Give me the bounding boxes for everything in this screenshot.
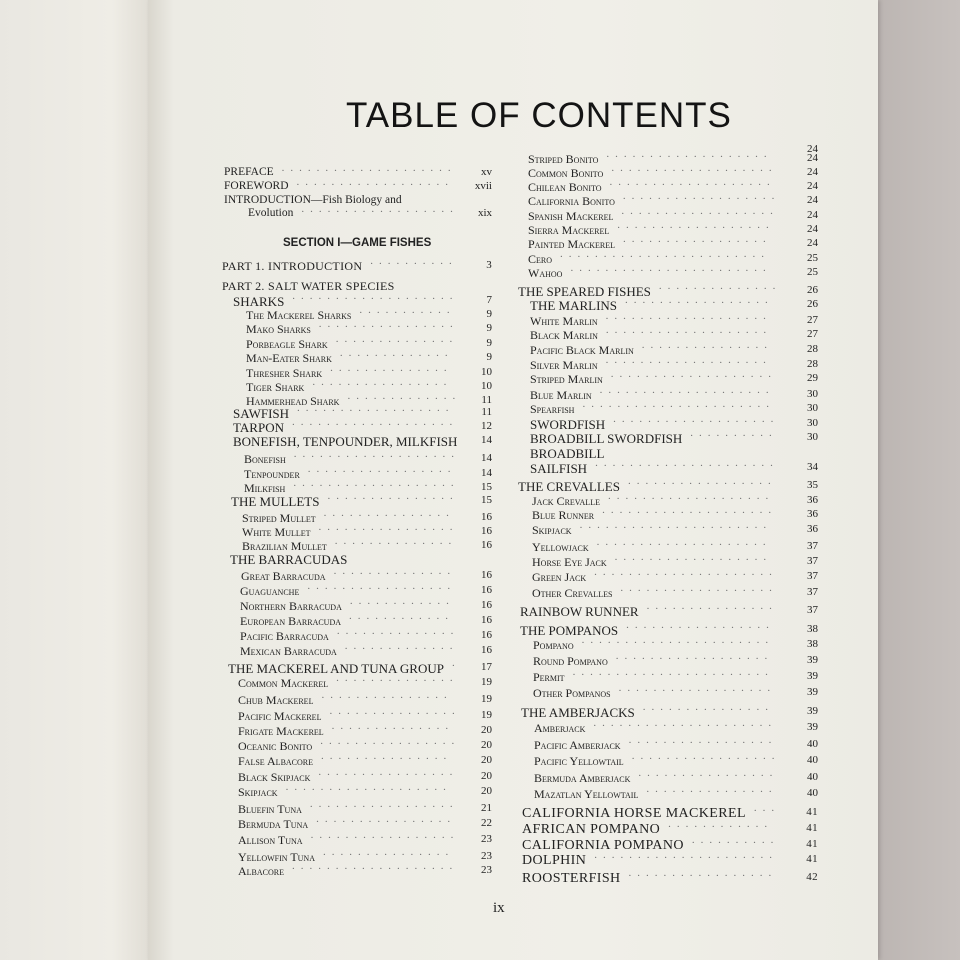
leader-dots: ............... xyxy=(329,705,461,717)
toc-entry-page: xvii xyxy=(474,180,492,192)
toc-entry-label: European Barracuda xyxy=(240,614,342,628)
toc-entry-page: 40 xyxy=(807,787,818,799)
toc-entry xyxy=(520,600,818,620)
leader-dots: ............... xyxy=(642,701,775,713)
leader-dots: ............ xyxy=(349,595,455,607)
leader-dots: ................. xyxy=(627,475,777,487)
toc-entry xyxy=(530,427,818,447)
leader-dots: ................. xyxy=(623,233,772,245)
toc-entry-label: Other Crevalles xyxy=(532,586,613,600)
leader-dots: ..................... xyxy=(594,849,778,861)
toc-entry-label: Painted Mackerel xyxy=(528,237,615,251)
toc-entry-label: Horse Eye Jack xyxy=(532,555,607,569)
toc-entry-page: 24 xyxy=(807,209,818,221)
toc-entry-page: 26 xyxy=(807,284,818,296)
leader-dots: ................... xyxy=(607,490,775,502)
leader-dots: .............. xyxy=(333,565,457,577)
toc-entry-label: ROOSTERFISH xyxy=(522,871,621,886)
leader-dots: ................. xyxy=(309,798,459,810)
toc-entry-page: 29 xyxy=(807,372,818,384)
leader-dots: ................. xyxy=(631,750,781,762)
toc-entry-label: Wahoo xyxy=(528,266,563,280)
toc-entry-label: THE MULLETS xyxy=(231,494,320,509)
leader-dots: ............... xyxy=(641,339,774,351)
toc-entry-page: 9 xyxy=(486,308,492,320)
leader-dots: ................... xyxy=(613,413,780,425)
toc-entry-page: 38 xyxy=(807,623,818,635)
toc-entry-page: 7 xyxy=(486,294,492,306)
toc-entry-label: SHARKS xyxy=(233,294,285,309)
leader-dots: ................. xyxy=(307,463,457,475)
leader-dots: ............... xyxy=(323,846,455,858)
toc-entry-page: 16 xyxy=(481,614,492,626)
toc-entry-page: 42 xyxy=(806,871,818,883)
toc-entry-label: SAWFISH xyxy=(233,406,290,421)
toc-entry-label: Round Pompano xyxy=(533,654,608,668)
leader-dots: ................. xyxy=(628,867,778,879)
toc-entry-page: 25 xyxy=(807,266,818,278)
leader-dots: ................... xyxy=(292,860,459,872)
leader-dots: ................... xyxy=(293,477,460,489)
page-title: TABLE OF CONTENTS xyxy=(346,96,732,135)
leader-dots: ............. xyxy=(339,347,454,359)
toc-entry-page: 16 xyxy=(481,511,492,523)
leader-dots: ................... xyxy=(610,368,778,380)
toc-entry-label: Yellowjack xyxy=(532,540,589,554)
toc-entry-label: BROADBILL SWORDFISH xyxy=(530,431,683,446)
leader-dots: ............. xyxy=(344,640,459,652)
toc-entry-label: THE MARLINS xyxy=(530,298,618,313)
toc-entry-label: Green Jack xyxy=(532,570,587,584)
leader-dots: .......... xyxy=(691,834,780,846)
toc-entry-label: Milkfish xyxy=(244,481,286,495)
toc-entry-page: 34 xyxy=(807,461,818,473)
toc-entry-page: 27 xyxy=(807,314,818,326)
toc-entry-page: 40 xyxy=(807,771,818,783)
leader-dots: ................. xyxy=(626,619,775,631)
toc-entry-label: Silver Marlin xyxy=(530,358,598,372)
toc-entry xyxy=(238,860,492,880)
leader-dots: .......... xyxy=(370,255,458,267)
toc-entry-page: 9 xyxy=(486,322,492,334)
leader-dots: .................. xyxy=(614,551,773,563)
toc-entry-label: BROADBILL xyxy=(530,446,605,461)
leader-dots: ...................... xyxy=(581,634,775,646)
toc-entry-label: Tenpounder xyxy=(244,467,300,481)
leader-dots: ................ xyxy=(312,376,453,388)
toc-entry-page: 41 xyxy=(806,806,818,818)
toc-entry-page: 24 xyxy=(807,152,818,164)
toc-entry-page: 39 xyxy=(807,721,818,733)
toc-entry-page: 37 xyxy=(807,604,818,616)
toc-entry-label: AFRICAN POMPANO xyxy=(522,822,661,837)
toc-entry-label: Brazilian Mullet xyxy=(242,539,327,553)
toc-entry-page: 23 xyxy=(481,850,492,862)
toc-entry-page: 16 xyxy=(481,584,492,596)
toc-entry-label: INTRODUCTION—Fish Biology and xyxy=(224,194,402,206)
toc-entry-page: 24 xyxy=(807,194,818,206)
leader-dots: . xyxy=(451,657,461,669)
toc-entry-label: Mexican Barracuda xyxy=(240,644,337,658)
leader-dots: ................ xyxy=(316,813,457,825)
toc-entry-label: THE POMPANOS xyxy=(520,623,619,638)
toc-entry-page: 10 xyxy=(481,366,492,378)
book-page xyxy=(148,0,878,960)
toc-entry-label: Other Pompanos xyxy=(533,686,611,700)
leader-dots: .................. xyxy=(617,219,775,231)
toc-entry-page: 37 xyxy=(807,540,818,552)
leader-dots: .................. xyxy=(620,582,778,594)
toc-entry-label: Amberjack xyxy=(534,721,586,735)
toc-entry-label: Cero xyxy=(528,252,553,266)
toc-entry-page: 9 xyxy=(486,337,492,349)
toc-entry-label: RAINBOW RUNNER xyxy=(520,604,639,619)
toc-entry-label: Bluefin Tuna xyxy=(238,802,302,816)
toc-entry-page: 17 xyxy=(481,661,492,673)
toc-entry-page: 36 xyxy=(807,494,818,506)
toc-entry xyxy=(533,682,818,702)
toc-entry-label: Common Mackerel xyxy=(238,676,329,690)
toc-entry-label: Skipjack xyxy=(532,523,572,537)
leader-dots: .................... xyxy=(596,536,772,548)
toc-entry-label: PART 1. INTRODUCTION xyxy=(222,259,363,273)
toc-entry-label: The Mackerel Sharks xyxy=(246,308,352,322)
toc-entry-label: Hammerhead Shark xyxy=(246,394,340,408)
toc-entry-page: 41 xyxy=(806,853,818,865)
leader-dots: ...................... xyxy=(579,519,773,531)
toc-entry-label: Allison Tuna xyxy=(238,833,303,847)
toc-entry-label: Mazatlan Yellowtail xyxy=(534,787,639,801)
toc-entry-label: SAILFISH xyxy=(530,461,588,476)
leader-dots: ............... xyxy=(646,783,778,795)
toc-entry xyxy=(522,867,818,887)
leader-dots: ... xyxy=(753,802,781,814)
toc-entry-page: 39 xyxy=(807,654,818,666)
toc-entry-page: 37 xyxy=(807,586,818,598)
toc-entry-label: SWORDFISH xyxy=(530,417,606,432)
toc-entry-label: White Mullet xyxy=(242,525,311,539)
toc-entry-page: 30 xyxy=(807,388,818,400)
toc-entry-label: Bonefish xyxy=(244,452,286,466)
toc-entry-label: California Bonito xyxy=(528,194,615,208)
toc-entry-page: 14 xyxy=(481,467,492,479)
leader-dots: .................... xyxy=(599,384,775,396)
leader-dots: ................ xyxy=(318,521,459,533)
leader-dots: ................... xyxy=(609,176,776,188)
leader-dots: .................. xyxy=(297,402,455,414)
leader-dots: ................ xyxy=(638,767,779,779)
toc-entry-label: THE AMBERJACKS xyxy=(521,705,635,720)
toc-entry-label: Tiger Shark xyxy=(246,380,305,394)
toc-entry-label: Pacific Barracuda xyxy=(240,629,329,643)
toc-entry-page: 39 xyxy=(807,705,818,717)
toc-entry-label: Common Bonito xyxy=(528,166,604,180)
leader-dots: ................ xyxy=(318,766,459,778)
toc-entry-page: 9 xyxy=(486,351,492,363)
toc-entry-label: CALIFORNIA HORSE MACKEREL xyxy=(522,806,746,821)
leader-dots: .............. xyxy=(658,280,782,292)
toc-entry-page: xv xyxy=(481,166,492,178)
leader-dots: .................... xyxy=(281,162,457,174)
toc-entry-page: xix xyxy=(477,207,492,219)
toc-entry-label: TARPON xyxy=(233,420,284,435)
toc-entry-page: 20 xyxy=(481,785,492,797)
leader-dots: ........................ xyxy=(560,248,771,260)
left-page xyxy=(0,0,160,960)
toc-entry-page: 36 xyxy=(807,523,818,535)
toc-entry-page: 10 xyxy=(481,380,492,392)
toc-entry-label: PREFACE xyxy=(224,166,274,178)
toc-entry-label: Evolution xyxy=(248,207,294,219)
toc-entry-label: Skipjack xyxy=(238,785,278,799)
leader-dots: .................. xyxy=(621,205,779,217)
leader-dots: .......... xyxy=(690,427,778,439)
leader-dots: ..................... xyxy=(595,457,779,469)
toc-entry-page: 23 xyxy=(481,864,492,876)
leader-dots: ................. xyxy=(625,294,774,306)
toc-entry-page: 39 xyxy=(807,686,818,698)
toc-entry-page: 16 xyxy=(481,644,492,656)
toc-entry-label: FOREWORD xyxy=(224,180,289,192)
toc-entry-label: Striped Mullet xyxy=(242,511,316,525)
toc-entry-label: Chilean Bonito xyxy=(528,180,602,194)
leader-dots: .............. xyxy=(336,625,460,637)
toc-entry xyxy=(248,203,492,223)
leader-dots: ............... xyxy=(321,689,453,701)
toc-entry-page: 41 xyxy=(806,822,818,834)
toc-entry-page: 30 xyxy=(807,417,818,429)
toc-entry-label: Mako Sharks xyxy=(246,322,311,336)
toc-entry-label: False Albacore xyxy=(238,754,314,768)
leader-dots: ............. xyxy=(347,390,462,402)
toc-entry-page: 40 xyxy=(807,754,818,766)
leader-dots: ............ xyxy=(349,610,455,622)
toc-entry-page: 11 xyxy=(481,394,492,406)
page-number: ix xyxy=(493,900,505,916)
toc-entry-page: 3 xyxy=(486,259,492,271)
leader-dots: ............... xyxy=(321,750,453,762)
leader-dots: ................. xyxy=(628,734,778,746)
toc-entry-label: Blue Marlin xyxy=(530,388,592,402)
leader-dots: ........... xyxy=(359,304,456,316)
toc-entry-label: Spearfish xyxy=(530,402,575,416)
leader-dots: .............. xyxy=(334,535,458,547)
toc-entry-page: 20 xyxy=(481,754,492,766)
toc-entry-page: 14 xyxy=(481,452,492,464)
toc-entry-label: Sierra Mackerel xyxy=(528,223,610,237)
toc-entry-label: THE BARRACUDAS xyxy=(230,552,348,567)
leader-dots: .................. xyxy=(618,682,777,694)
toc-entry-label: Bermuda Amberjack xyxy=(534,771,631,785)
toc-entry-page: 14 xyxy=(481,434,492,446)
leader-dots: .................. xyxy=(615,650,774,662)
toc-entry-label: Striped Marlin xyxy=(530,372,603,386)
leader-dots: ................... xyxy=(605,354,772,366)
leader-dots: ............... xyxy=(327,490,459,502)
leader-dots: ................ xyxy=(320,735,461,747)
toc-entry-label: Pacific Black Marlin xyxy=(530,343,634,357)
leader-dots: .................. xyxy=(622,190,781,202)
toc-entry-label: Pompano xyxy=(533,638,574,652)
toc-entry-page: 24 xyxy=(807,166,818,178)
toc-entry-label: Northern Barracuda xyxy=(240,599,342,613)
leader-dots: ..................... xyxy=(594,566,778,578)
toc-entry-label: Striped Bonito xyxy=(528,152,599,166)
toc-entry-label: Jack Crevalle xyxy=(532,494,600,508)
toc-entry-page: 16 xyxy=(481,629,492,641)
leader-dots: .................... xyxy=(602,504,778,516)
toc-entry-page: 30 xyxy=(807,402,818,414)
toc-entry-label: Porbeagle Shark xyxy=(246,337,328,351)
toc-entry-page: 25 xyxy=(807,252,818,264)
toc-entry-page: 24 xyxy=(807,223,818,235)
toc-entry-page: 28 xyxy=(807,343,818,355)
leader-dots: .............. xyxy=(336,672,459,684)
leader-dots: .................. xyxy=(296,176,455,188)
leader-dots: ............... xyxy=(646,600,778,612)
leader-dots: .................. xyxy=(301,203,459,215)
toc-entry-page: 12 xyxy=(481,420,492,432)
toc-entry-label: THE CREVALLES xyxy=(518,479,620,494)
toc-entry-page: 26 xyxy=(807,298,818,310)
toc-entry-page: 15 xyxy=(481,494,492,506)
toc-entry-page: 40 xyxy=(807,738,818,750)
toc-entry-page: 16 xyxy=(481,569,492,581)
leader-dots: ....................... xyxy=(570,262,772,274)
toc-entry-page: 11 xyxy=(481,406,492,418)
toc-entry-page: 38 xyxy=(807,638,818,650)
toc-entry-label: Bermuda Tuna xyxy=(238,817,309,831)
toc-entry-page: 37 xyxy=(807,570,818,582)
toc-entry-page: 27 xyxy=(807,328,818,340)
toc-entry-page: 24 xyxy=(807,237,818,249)
leader-dots: ................... xyxy=(605,310,772,322)
toc-entry-page: 20 xyxy=(481,770,492,782)
toc-entry-page: 36 xyxy=(807,508,818,520)
toc-entry-label: DOLPHIN xyxy=(522,853,587,868)
toc-entry-page: 19 xyxy=(481,693,492,705)
toc-entry-label: Chub Mackerel xyxy=(238,693,314,707)
toc-entry-label: Guaguanche xyxy=(240,584,300,598)
toc-entry-label: PART 2. SALT WATER SPECIES xyxy=(222,279,395,293)
leader-dots: .............. xyxy=(331,720,455,732)
leader-dots: ................... xyxy=(293,448,461,460)
leader-dots: ................... xyxy=(611,162,778,174)
leader-dots: ................. xyxy=(307,580,457,592)
toc-entry-page: 19 xyxy=(481,676,492,688)
leader-dots: ................... xyxy=(605,324,773,336)
toc-entry-page: 22 xyxy=(481,817,492,829)
toc-entry-label: BONEFISH, TENPOUNDER, MILKFISH xyxy=(233,434,458,449)
toc-entry-label: Blue Runner xyxy=(532,508,595,522)
toc-entry-label: Permit xyxy=(533,670,565,684)
toc-entry-label: Pacific Yellowtail xyxy=(534,754,624,768)
toc-entry-page: 39 xyxy=(807,670,818,682)
toc-entry-page: 20 xyxy=(481,724,492,736)
toc-entry-label: Great Barracuda xyxy=(241,569,326,583)
leader-dots: ....................... xyxy=(572,666,774,678)
leader-dots: ................ xyxy=(318,318,459,330)
toc-entry xyxy=(222,255,492,275)
leader-dots: ............... xyxy=(323,507,455,519)
leader-dots: ................. xyxy=(310,829,460,841)
toc-entry-page: 35 xyxy=(807,479,818,491)
toc-entry-page: 16 xyxy=(481,525,492,537)
toc-entry-page: 23 xyxy=(481,833,492,845)
toc-entry-label: White Marlin xyxy=(530,314,598,328)
toc-entry-page: 21 xyxy=(481,802,492,814)
toc-entry-label: Pacific Amberjack xyxy=(534,738,621,752)
toc-entry-label: Man-Eater Shark xyxy=(246,351,332,365)
leader-dots: ............ xyxy=(668,818,774,830)
toc-entry-page: 28 xyxy=(807,358,818,370)
toc-entry-label: Spanish Mackerel xyxy=(528,209,614,223)
leader-dots: ..................... xyxy=(593,717,778,729)
toc-entry-label: Yellowfin Tuna xyxy=(238,850,315,864)
toc-entry-label: Frigate Mackerel xyxy=(238,724,324,738)
toc-entry-page: 37 xyxy=(807,555,818,567)
leader-dots: ................... xyxy=(292,290,459,302)
toc-entry-page: 19 xyxy=(481,709,492,721)
toc-entry-label: THE MACKEREL AND TUNA GROUP xyxy=(228,661,444,676)
toc-entry-page: 16 xyxy=(481,599,492,611)
toc-entry-label: CALIFORNIA POMPANO xyxy=(522,838,684,853)
leader-dots: ................... xyxy=(285,781,452,793)
toc-entry-page: 15 xyxy=(481,481,492,493)
toc-entry-label: Black Skipjack xyxy=(238,770,311,784)
toc-entry-page: 41 xyxy=(806,838,818,850)
toc-entry-label: Pacific Mackerel xyxy=(238,709,322,723)
toc-entry-page: 24 xyxy=(807,143,818,155)
toc-entry-page: 30 xyxy=(807,431,818,443)
leader-dots: ................... xyxy=(606,148,773,160)
leader-dots: .............. xyxy=(335,333,459,345)
toc-entry-page: 16 xyxy=(481,539,492,551)
leader-dots: .............. xyxy=(330,362,453,374)
toc-entry-label: Albacore xyxy=(238,864,285,878)
toc-entry xyxy=(534,783,818,803)
section-heading: SECTION I—GAME FISHES xyxy=(283,237,432,249)
leader-dots: ...................... xyxy=(582,398,775,410)
toc-entry-label: THE SPEARED FISHES xyxy=(518,284,651,299)
leader-dots: ................... xyxy=(291,416,459,428)
toc-entry-label: Thresher Shark xyxy=(246,366,323,380)
toc-entry-label: Black Marlin xyxy=(530,328,598,342)
toc-entry-page: 20 xyxy=(481,739,492,751)
toc-entry-label: Oceanic Bonito xyxy=(238,739,313,753)
toc-entry-page: 24 xyxy=(807,180,818,192)
